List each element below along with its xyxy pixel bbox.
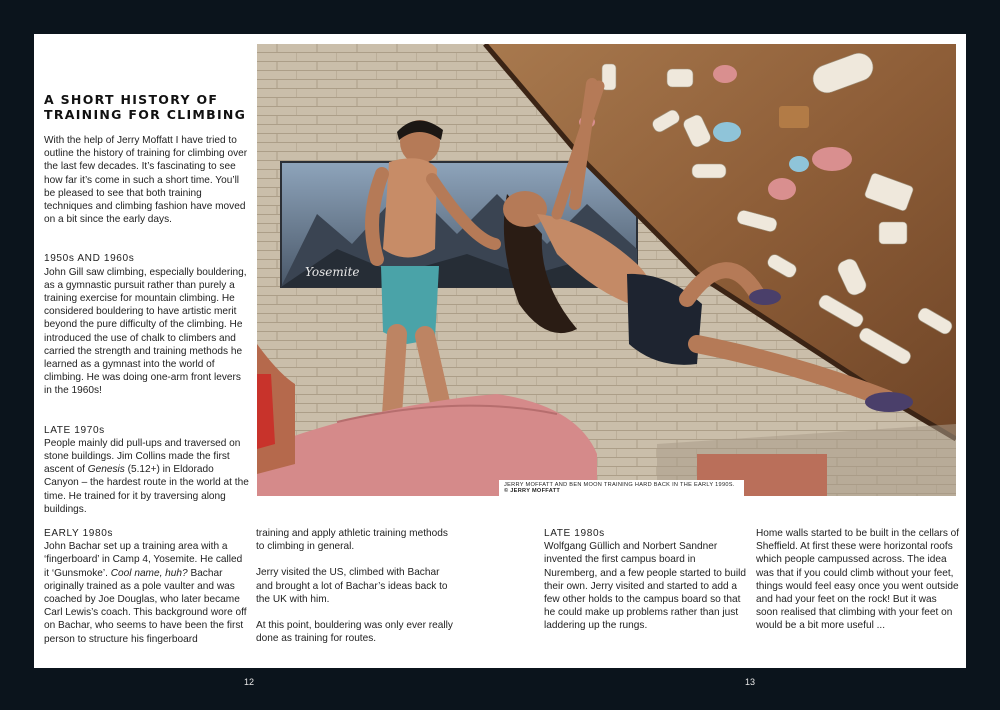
article-title: A SHORT HISTORY OF TRAINING FOR CLIMBING <box>44 92 247 122</box>
section-body-late-1970s: People mainly did pull-ups and traversed on stone buildings. Jim Collins made the first ascent of Genesis (5.12+) in Eldorado Canyon – the hardest route in the world at the time. He trained for it by traversing along buildings. <box>44 437 249 515</box>
home-walls-column <box>756 527 961 633</box>
page-number-right: 13 <box>745 677 756 687</box>
bachar-quote: Cool name, huh? <box>110 567 188 579</box>
late-1980s-column <box>544 527 749 633</box>
section-heading-late-1970s: LATE 1970s <box>44 424 105 436</box>
home-walls-paragraph: Home walls started to be built in the cellars of Sheffield. At first these were horizontal roofs which people campussed across. The idea was that if you could climb without your feet, things would feel easy once you went outside and had your feet on the rock! But it was soon realised that climbing with your feet on would be a bit more useful ... <box>756 528 960 632</box>
continuation-column <box>256 527 456 645</box>
continuation-paragraph-2: Jerry visited the US, climbed with Bachar and brought a lot of Bachar’s ideas back to the UK with him. <box>256 567 448 605</box>
training-photo-illustration <box>257 44 956 496</box>
training-photo <box>257 44 956 496</box>
section-body-late-1980s: Wolfgang Güllich and Norbert Sandner invented the first campus board in Nuremberg, and a few people started to build their own. Jerry visited and started to add a few other holds to the campus board so that he could make up problems rather than just laddering up the rungs. <box>544 541 746 632</box>
section-heading-1950s: 1950s AND 1960s <box>44 253 135 265</box>
section-heading-early-1980s: EARLY 1980s <box>44 528 114 539</box>
continuation-paragraph-3: At this point, bouldering was only ever really done as training for routes. <box>256 620 453 645</box>
page-number-left: 12 <box>244 677 255 687</box>
route-name: Genesis <box>87 464 125 476</box>
section-body-1950s: John Gill saw climbing, especially bouldering, as a gymnastic pursuit rather than purely a training exercise for mountain climbing. He considered bouldering to have artistic merit beyond the pure difficulty of the climbing. He introduced the use of chalk to climbers and carried the strength and training methods he learned as a gymnast into the world of climbing. He was doing one-arm front levers in the 1960s! <box>44 266 247 397</box>
continuation-paragraph-1: training and apply athletic training methods to climbing in general. <box>256 528 448 553</box>
section-heading-late-1980s: LATE 1980s <box>544 528 605 539</box>
photo-credit: © JERRY MOFFATT <box>504 488 561 495</box>
section-body-early-1980s: John Bachar set up a training area with a ‘fingerboard’ in Camp 4, Yosemite. He called it ‘Gunsmoke’. Cool name, huh? Bachar originally trained as a pole vaulter and was coached by Joe Douglas, who later became Carl Lewis’s coach. This background wore off on Bachar, who seems to have been the first person to structure his fingerboard <box>44 541 247 645</box>
book-spread <box>34 34 966 668</box>
poster-signature: Yosemite <box>305 265 360 279</box>
left-column <box>44 134 249 516</box>
early-1980s-column <box>44 527 249 646</box>
photo-caption <box>499 480 744 496</box>
intro-paragraph: With the help of Jerry Moffatt I have tried to outline the history of training for climbing over the last few decades. It’s fascinating to see how far it’s come in such a short time. You’ll be pleased to see that both training techniques and climbing fashion have moved on a bit since the early days. <box>44 135 248 226</box>
photo-caption-text: JERRY MOFFATT AND BEN MOON TRAINING HARD BACK IN THE EARLY 1990S. <box>504 482 735 488</box>
